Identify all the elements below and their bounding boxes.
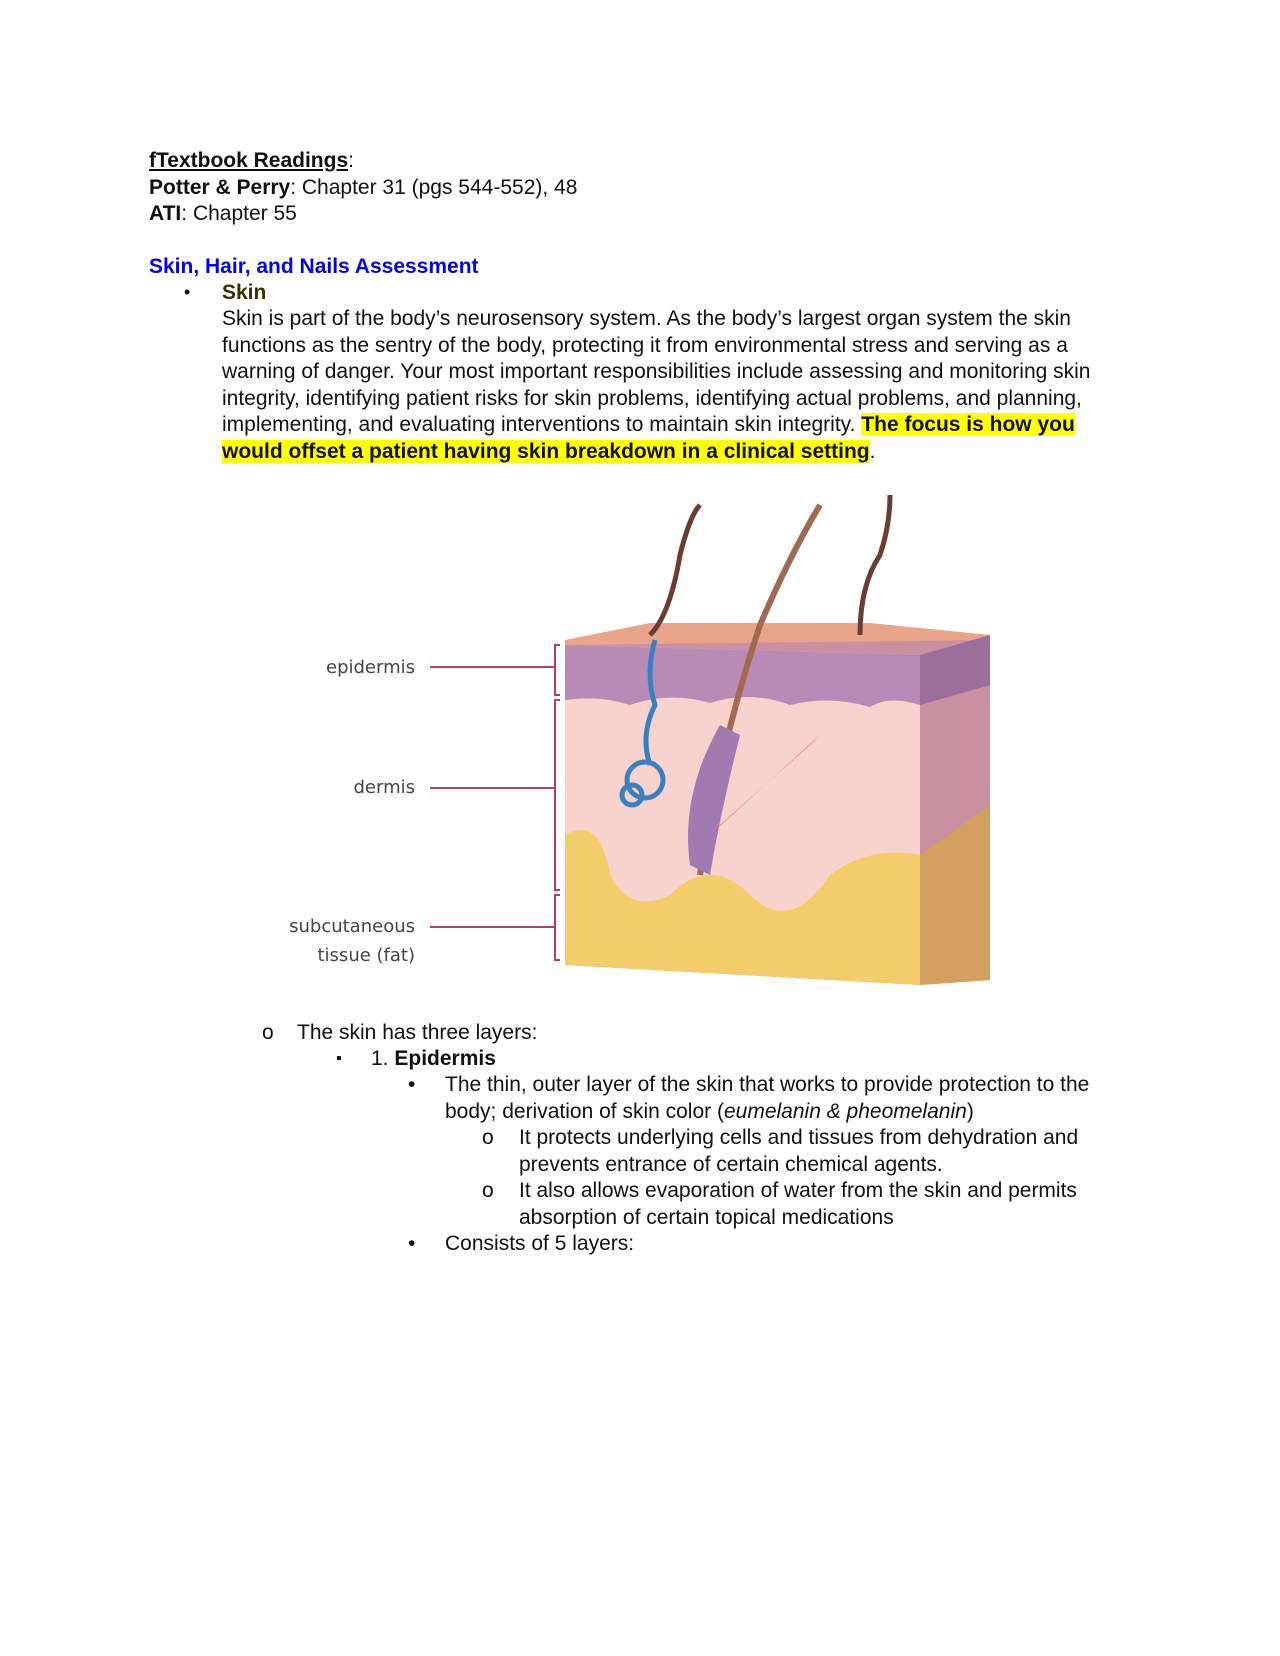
bullet-marker: •	[184, 282, 191, 302]
skin-paragraph: Skin is part of the body’s neurosensory system. As the body’s largest organ system the skin functions as the sentry of the body, protecting it from environmental stress and serving as a warning of danger. Your most important responsibilities include assessing and monitoring skin integrity, identifying patient risks for skin problems, identifying actual problems, and planning, implementing, and evaluating interventions to maintain skin integrity. The focus is how you would offset a patient having skin breakdown in a clinical setting.	[222, 307, 1091, 463]
layers-intro: The skin has three layers:	[297, 1021, 538, 1044]
section-title: Skin, Hair, and Nails Assessment	[149, 255, 479, 278]
epidermis-sub-1: It protects underlying cells and tissues from dehydration and prevents entrance of certain chemical agents.	[519, 1126, 1079, 1176]
epidermis-heading: 1. Epidermis	[371, 1047, 496, 1070]
label-subcutaneous: subcutaneous	[289, 916, 415, 937]
readings-title: fTextbook Readings:	[149, 149, 354, 172]
skin-heading: Skin	[222, 281, 267, 304]
list-marker-o: o	[262, 1021, 274, 1044]
list-marker-o: o	[482, 1126, 494, 1149]
ati-line: ATI: Chapter 55	[149, 202, 297, 225]
list-marker-dot: •	[408, 1232, 416, 1255]
list-marker-o: o	[482, 1179, 494, 1202]
list-marker-dot: •	[408, 1073, 416, 1096]
label-epidermis: epidermis	[326, 657, 415, 678]
list-marker-square: ▪	[336, 1050, 342, 1067]
consists-line: Consists of 5 layers:	[445, 1232, 635, 1255]
potter-line: Potter & Perry: Chapter 31 (pgs 544-552), 48	[149, 176, 578, 199]
label-tissue-fat: tissue (fat)	[317, 945, 415, 966]
epidermis-description: The thin, outer layer of the skin that works to provide protection to the body; derivation of skin color (eumelanin & pheomelanin)	[445, 1073, 1090, 1123]
skin-diagram	[270, 495, 1010, 995]
label-dermis: dermis	[353, 777, 415, 798]
epidermis-sub-2: It also allows evaporation of water from the skin and permits absorption of certain topical medications	[519, 1179, 1077, 1229]
